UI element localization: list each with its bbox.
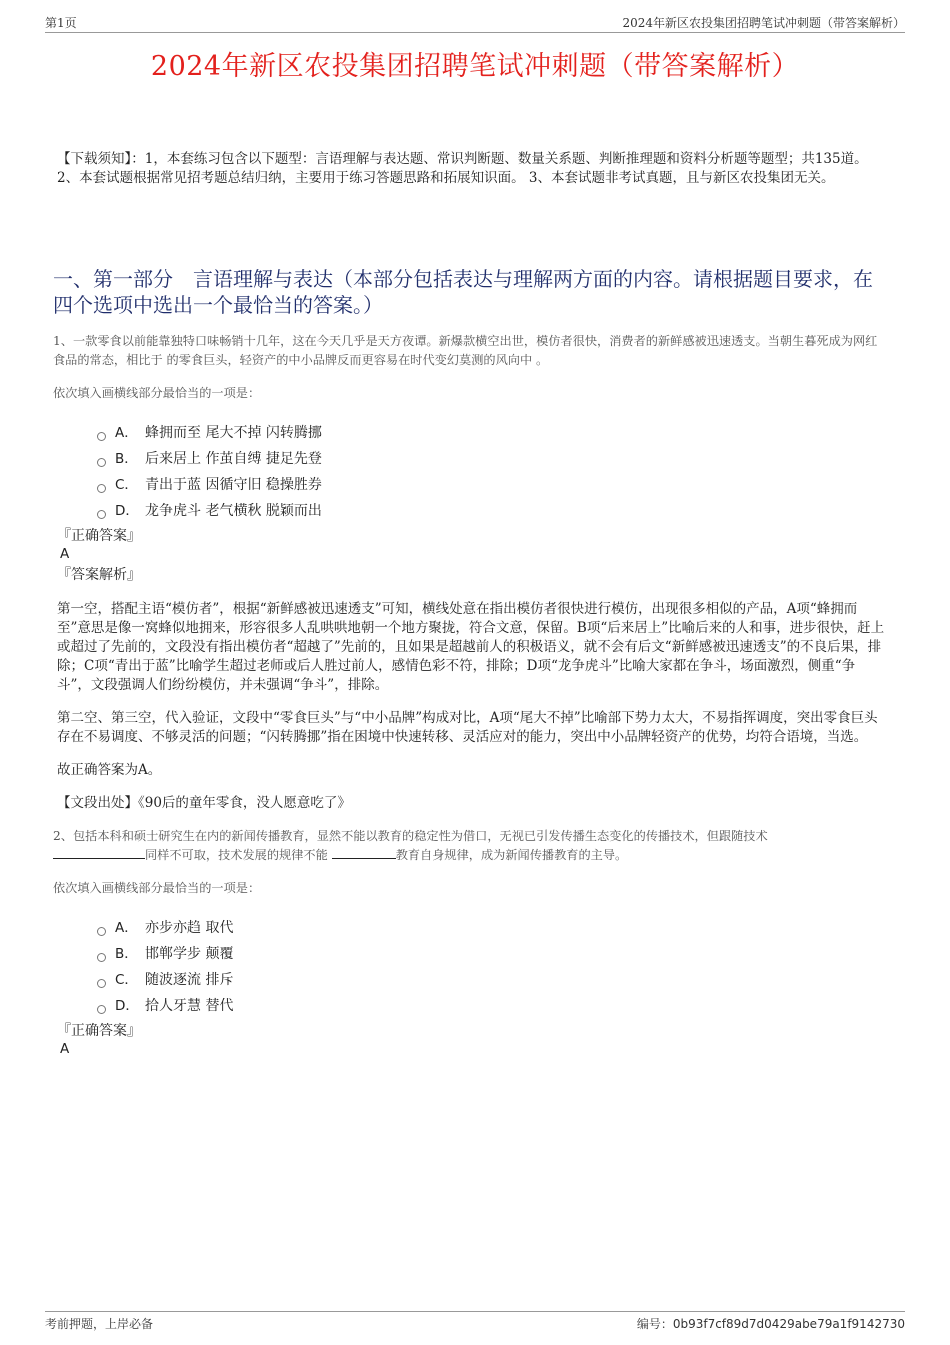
analysis-conclusion: 故正确答案为A。 bbox=[57, 762, 162, 778]
radio-icon[interactable] bbox=[97, 432, 106, 441]
question-text: 2、包括本科和硕士研究生在内的新闻传播教育，显然不能以教育的稳定性为借口，无视已引发传播生态变化的传播技术，但跟随技术 同样不可取，技术发展的规律不能 教育自身规律，成为新闻传播教育的主导。 bbox=[53, 829, 768, 862]
question-prompt: 依次填入画横线部分最恰当的一项是： bbox=[53, 386, 261, 400]
answer-label: 『正确答案』 bbox=[57, 1023, 141, 1039]
document-title: 2024年新区农投集团招聘笔试冲刺题（带答案解析） bbox=[150, 51, 800, 82]
radio-icon[interactable] bbox=[97, 510, 106, 519]
page-footer bbox=[45, 1311, 905, 1335]
option-a[interactable]: A． 亦步亦趋 取代 bbox=[97, 915, 888, 941]
radio-icon[interactable] bbox=[97, 927, 106, 936]
analysis-label: 『答案解析』 bbox=[57, 567, 141, 583]
answer-value: A bbox=[60, 546, 70, 562]
analysis-paragraph: 第一空，搭配主语“模仿者”，根据“新鲜感被迅速透支”可知，横线处意在指出模仿者很快进行模仿，出现很多相似的产品，A项“蜂拥而至”意思是像一窝蜂似地拥来，形容很多人乱哄哄地朝一个地方聚拢，符合文意，保留。B项“后来居上”比喻后来的人和事，进步很快，赶上或超过了先前的，文段没有指出模仿者“超越了”先前的，且如果是超越前人的积极语义，就不会有后文“新鲜感被迅速透支”的不良后果，排除；C项“青出于蓝”比喻学生超过老师或后人胜过前人，感情色彩不符，排除；D项“龙争虎斗”比喻大家都在争斗，场面激烈，侧重“争斗”，文段强调人们纷纷模仿，并未强调“争斗”，排除。 bbox=[57, 601, 885, 693]
page-number: 第1页 bbox=[45, 16, 77, 30]
option-d[interactable]: D． 拾人牙慧 替代 bbox=[97, 993, 888, 1019]
option-list bbox=[97, 420, 888, 524]
download-notice: 【下载须知】：1，本套练习包含以下题型：言语理解与表达题、常识判断题、数量关系题、判断推理题和资料分析题等题型；共135道。 2、本套试题根据常见招考题总结归纳，主要用于练习答题思路和拓展知识面。 3、本套试题非考试真题，且与新区农投集团无关。 bbox=[57, 151, 868, 186]
question-1 bbox=[53, 332, 888, 813]
fill-blank bbox=[53, 846, 145, 859]
radio-icon[interactable] bbox=[97, 979, 106, 988]
question-prompt: 依次填入画横线部分最恰当的一项是： bbox=[53, 881, 261, 895]
document-body bbox=[53, 150, 888, 1058]
footer-slogan: 考前押题，上岸必备 bbox=[45, 1317, 154, 1331]
option-list bbox=[97, 915, 888, 1019]
fill-blank bbox=[332, 846, 396, 859]
question-text: 1、一款零食以前能靠独特口味畅销十几年，这在今天几乎是天方夜谭。新爆款横空出世，模仿者很快，消费者的新鲜感被迅速透支。当朝生暮死成为网红食品的常态，相比于 的零食巨头，轻资产的中小品牌反而更容易在时代变幻莫测的风向中 。 bbox=[53, 334, 878, 367]
page-header bbox=[45, 14, 905, 33]
option-d[interactable]: D． 龙争虎斗 老气横秋 脱颖而出 bbox=[97, 498, 888, 524]
section-title: 一、第一部分 言语理解与表达（本部分包括表达与理解两方面的内容。请根据题目要求，在四个选项中选出一个最恰当的答案。） bbox=[53, 267, 873, 317]
analysis-source: 【文段出处】《90后的童年零食，没人愿意吃了》 bbox=[57, 795, 351, 811]
option-b[interactable]: B． 邯郸学步 颠覆 bbox=[97, 941, 888, 967]
option-a[interactable]: A． 蜂拥而至 尾大不掉 闪转腾挪 bbox=[97, 420, 888, 446]
option-c[interactable]: C． 随波逐流 排斥 bbox=[97, 967, 888, 993]
option-c[interactable]: C． 青出于蓝 因循守旧 稳操胜券 bbox=[97, 472, 888, 498]
option-b[interactable]: B． 后来居上 作茧自缚 捷足先登 bbox=[97, 446, 888, 472]
radio-icon[interactable] bbox=[97, 1005, 106, 1014]
analysis-paragraph: 第二空、第三空，代入验证，文段中“零食巨头”与“中小品牌”构成对比，A项“尾大不掉”比喻部下势力太大，不易指挥调度，突出零食巨头存在不易调度、不够灵活的问题；“闪转腾挪”指在困境中快速转移、灵活应对的能力，突出中小品牌轻资产的优势，均符合语境，当选。 bbox=[57, 710, 878, 745]
document-id: 编号：0b93f7cf89d7d0429abe79a1f9142730 bbox=[636, 1317, 905, 1331]
radio-icon[interactable] bbox=[97, 484, 106, 493]
answer-value: A bbox=[60, 1041, 70, 1057]
radio-icon[interactable] bbox=[97, 953, 106, 962]
question-2 bbox=[53, 827, 888, 1058]
radio-icon[interactable] bbox=[97, 458, 106, 467]
header-doc-title: 2024年新区农投集团招聘笔试冲刺题（带答案解析） bbox=[622, 16, 905, 30]
answer-label: 『正确答案』 bbox=[57, 528, 141, 544]
